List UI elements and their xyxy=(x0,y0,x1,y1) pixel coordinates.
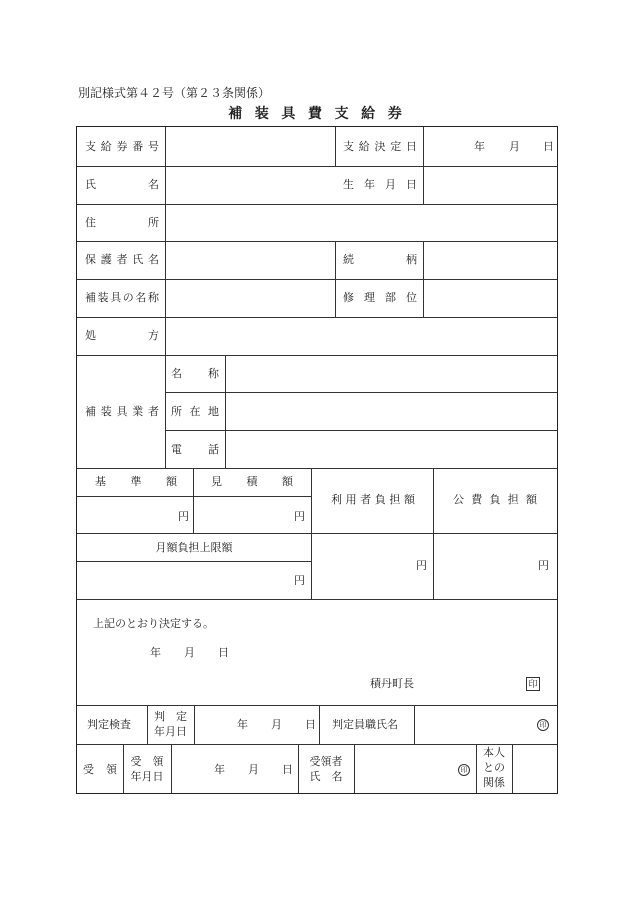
judgment-day-unit: 日 xyxy=(305,718,316,731)
label-name: 氏 名 xyxy=(85,178,159,191)
row-divider xyxy=(77,744,557,745)
col-divider xyxy=(414,705,415,744)
public-burden-yen-unit: 円 xyxy=(538,559,549,572)
form-number: 別記様式第４２号（第２３条関係） xyxy=(78,86,271,100)
label-relation-1: 本人 xyxy=(483,746,505,759)
label-prescription: 処 方 xyxy=(85,329,159,342)
label-repair-part: 修 理 部 位 xyxy=(343,291,417,304)
recipient-seal-icon: 印 xyxy=(458,764,470,776)
judgment-year-unit: 年 xyxy=(237,718,248,731)
row-divider xyxy=(77,166,557,167)
row-divider xyxy=(77,279,557,280)
row-divider xyxy=(165,430,557,431)
row-divider xyxy=(77,599,557,600)
form-title: 補装具費支給券 xyxy=(228,106,415,122)
col-divider xyxy=(311,468,312,599)
row-divider xyxy=(77,355,557,356)
inspector-seal-icon: 印 xyxy=(537,719,549,731)
label-relationship: 続 柄 xyxy=(343,253,417,266)
label-receipt-date-1: 受 領 xyxy=(130,755,164,768)
col-divider xyxy=(335,241,336,317)
decision-statement: 上記のとおり決定する。 xyxy=(93,617,214,630)
row-divider xyxy=(77,533,557,534)
label-judgment-date-1: 判 定 xyxy=(154,710,187,723)
judgment-month-unit: 月 xyxy=(271,718,282,731)
col-divider xyxy=(512,744,513,793)
col-divider xyxy=(193,468,194,533)
col-divider xyxy=(171,744,172,793)
standard-yen-unit: 円 xyxy=(178,510,189,523)
col-divider xyxy=(194,705,195,744)
row-divider xyxy=(77,204,557,205)
label-vendor-name: 名 称 xyxy=(171,367,219,380)
col-divider xyxy=(165,355,166,468)
decision-day-unit: 日 xyxy=(218,646,229,659)
estimate-yen-unit: 円 xyxy=(294,510,305,523)
row-divider xyxy=(77,705,557,706)
col-divider xyxy=(354,744,355,793)
label-receipt: 受 領 xyxy=(83,763,117,776)
label-monthly-cap: 月額負担上限額 xyxy=(155,541,233,554)
label-recipient-2: 氏 名 xyxy=(309,770,343,783)
user-burden-yen-unit: 円 xyxy=(416,559,427,572)
col-divider xyxy=(319,705,320,744)
col-divider xyxy=(225,355,226,468)
label-inspection: 判定検査 xyxy=(87,718,131,731)
col-divider xyxy=(423,127,424,204)
label-address: 住 所 xyxy=(85,216,159,229)
receipt-year-unit: 年 xyxy=(214,763,225,776)
row-divider xyxy=(77,561,311,562)
label-standard-amount: 基 準 額 xyxy=(95,475,177,488)
row-divider xyxy=(77,496,311,497)
row-divider xyxy=(77,241,557,242)
official-seal-icon: 印 xyxy=(526,677,540,691)
col-divider xyxy=(165,127,166,355)
label-birth-date: 生 年 月 日 xyxy=(343,178,417,191)
label-guardian-name: 保 護 者 氏 名 xyxy=(85,253,159,266)
monthly-cap-yen-unit: 円 xyxy=(294,574,305,587)
label-recipient-1: 受領者 xyxy=(309,755,343,768)
row-divider xyxy=(77,468,557,469)
decision-month-unit: 月 xyxy=(509,140,520,153)
col-divider xyxy=(423,241,424,317)
label-decision-date: 支 給 決 定 日 xyxy=(343,140,417,153)
decision-year-unit: 年 xyxy=(474,140,485,153)
label-user-burden: 利 用 者 負 担 額 xyxy=(331,493,415,506)
row-divider xyxy=(165,392,557,393)
decision-month-unit: 月 xyxy=(184,646,195,659)
label-inspector-name: 判定員職氏名 xyxy=(332,718,398,731)
label-public-burden: 公 費 負 担 額 xyxy=(453,493,537,506)
voucher-form xyxy=(76,126,558,794)
label-relation-3: 関係 xyxy=(483,776,505,789)
decision-day-unit: 日 xyxy=(543,140,554,153)
label-vendor: 補 装 具 業 者 xyxy=(85,405,159,418)
col-divider xyxy=(433,468,434,599)
label-voucher-number: 支 給 券 番 号 xyxy=(85,140,159,153)
col-divider xyxy=(335,127,336,166)
row-divider xyxy=(77,317,557,318)
receipt-day-unit: 日 xyxy=(282,763,293,776)
mayor-title: 積丹町長 xyxy=(370,677,414,690)
label-vendor-phone: 電 話 xyxy=(171,443,219,456)
label-receipt-date-2: 年月日 xyxy=(130,770,164,783)
label-judgment-date-2: 年月日 xyxy=(154,725,187,738)
label-estimate-amount: 見 積 額 xyxy=(211,475,293,488)
decision-year-unit: 年 xyxy=(150,646,161,659)
receipt-month-unit: 月 xyxy=(248,763,259,776)
label-relation-2: との xyxy=(483,761,505,774)
label-device-name: 補 装 具 の 名 称 xyxy=(85,291,159,304)
label-vendor-location: 所 在 地 xyxy=(171,405,219,418)
